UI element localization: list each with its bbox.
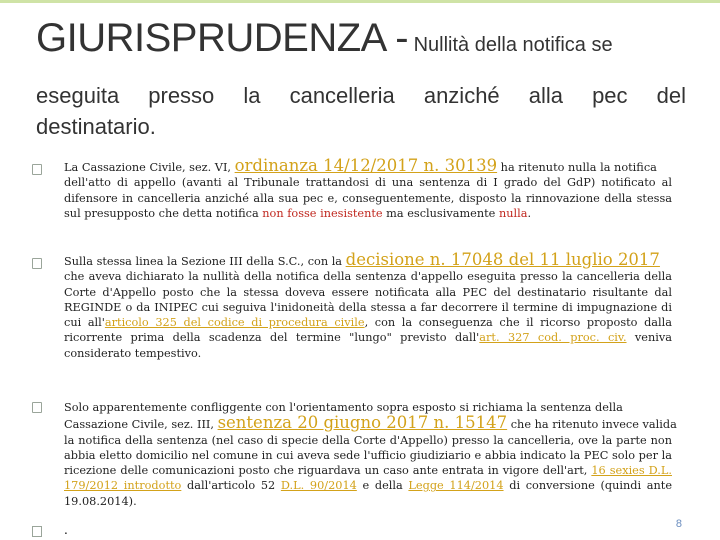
bullet-1-red-2: nulla — [498, 206, 528, 220]
bullet-3 — [32, 400, 677, 509]
bullet-1-after: ha ritenuto nulla la notifica — [497, 161, 657, 174]
bullet-1-lead: La Cassazione Civile, sez. VI, — [64, 161, 232, 174]
bullet-1 — [32, 158, 672, 221]
title-line-2: eseguita presso la cancelleria anziché alla pec del — [36, 83, 686, 108]
bullet-3-text-end: di conversione (quindi ante 19.08.2014). — [64, 479, 673, 508]
slide-title — [36, 14, 686, 142]
title-sub: Nullità della notifica se — [408, 34, 613, 56]
title-line-3: destinatario. — [36, 114, 156, 139]
bullet-1-ordinanza-link[interactable]: ordinanza 14/12/2017 n. 30139 — [234, 156, 498, 175]
bullet-marker-icon — [32, 526, 42, 537]
bullet-3-lead: Cassazione Civile, sez. III, — [64, 418, 214, 432]
bullet-1-text-mid: ma esclusivamente — [382, 206, 499, 220]
bullet-3-text-mid-1: dall'articolo 52 — [181, 479, 281, 493]
bullet-3-line-1: Solo apparentemente confliggente con l'orientamento sopra esposto si richiama la sentenza della — [64, 401, 623, 414]
bullet-3-sentenza-link[interactable]: sentenza 20 giugno 2017 n. 15147 — [217, 413, 508, 433]
bullet-3-dl-179-link[interactable]: 16 sexies D.L. 179/2012 introdotto — [64, 464, 672, 493]
title-main: GIURISPRUDENZA - — [36, 16, 409, 60]
bullet-marker-icon — [32, 164, 42, 175]
bullet-marker-icon — [32, 402, 42, 413]
bullet-3-dl-90-link[interactable]: D.L. 90/2014 — [280, 479, 357, 493]
bullet-2-articolo-link[interactable]: articolo 325 del codice di procedura civile — [104, 316, 365, 330]
bullet-1-text: dell'atto di appello (avanti al Tribunale trattandosi di una sentenza di I grado del GdP) notificato al difensore in cancelleria anziché alla sua pec e, conseguentemente, disposto la rinnovazione della stessa sul presupposto che detta notifica — [64, 176, 672, 220]
bullet-1-body — [64, 175, 672, 221]
bullet-3-text: la notifica della sentenza (nel caso di specie della Corte d'Appello) presso la cancelleria, ove la parte non abbia eletto domicilio nel comune in cui aveva sede l'ufficio giudiziario e abbia indicato la PEC solo per la ricezione delle comunicazioni posto che riguardava un caso ante entrata in vigore dell'art, — [64, 433, 672, 478]
bullet-2-body — [64, 269, 672, 361]
bullet-marker-icon — [32, 258, 42, 269]
bullet-2-art-link[interactable]: art. 327 cod. proc. civ. — [479, 331, 627, 345]
page-number: 8 — [675, 518, 682, 530]
bullet-4-text: . — [64, 523, 68, 537]
bullet-2 — [32, 252, 672, 361]
top-accent-line — [0, 0, 720, 3]
bullet-2-lead: Sulla stessa linea la Sezione III della S.C., con la — [64, 255, 343, 268]
bullet-3-legge-link[interactable]: Legge 114/2014 — [408, 479, 504, 493]
bullet-3-text-mid-2: e della — [356, 479, 409, 493]
bullet-3-body — [64, 433, 672, 509]
bullet-2-text-end: veniva considerato tempestivo. — [64, 331, 672, 360]
bullet-2-decisione-link[interactable]: decisione n. 17048 del 11 luglio 2017 — [345, 250, 660, 269]
bullet-3-after: che ha ritenuto invece valida — [507, 418, 677, 432]
bullet-2-text: che aveva dichiarato la nullità della notifica della sentenza d'appello eseguita presso la cancelleria della Corte d'Appello posto che la stessa doveva essere notificata alla PEC del destinatario risultante dal REGINDE o da INIPEC cui seguiva l'inidoneità della stessa a far decorrere il termine di impugnazione di cui all' — [64, 270, 672, 330]
bullet-1-red-1: non fosse inesistente — [262, 206, 383, 220]
bullet-2-text-mid: , con la conseguenza che il ricorso proposto dalla ricorrente prima della scadenza del termine "lungo" previsto dall' — [64, 316, 672, 345]
bullet-1-text-end: . — [527, 206, 532, 220]
